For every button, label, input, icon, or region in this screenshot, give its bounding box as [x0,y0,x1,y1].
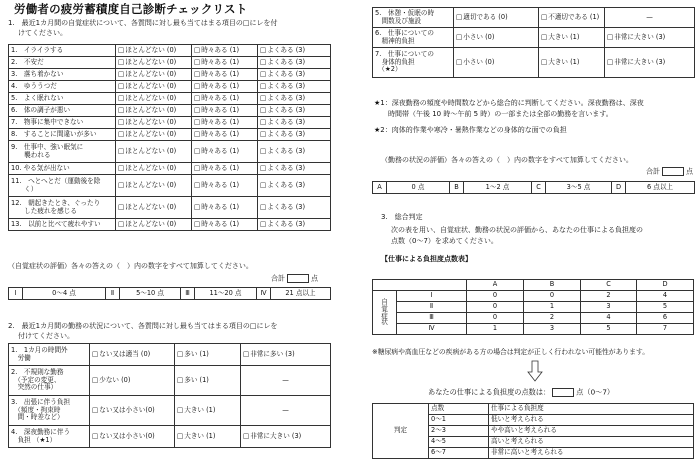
judge-score: 0〜1 [429,415,489,426]
s2-total-label: 合計 [646,167,660,176]
work-row [373,28,695,48]
symptom-option[interactable]: □ 時々ある (1) [192,219,258,231]
work-grade: D [612,182,626,194]
symptom-option-checkbox[interactable] [260,106,267,114]
symptom-option[interactable]: □ ほとんどない (0) [116,141,192,163]
work-option[interactable]: □ 多い (1) [175,344,241,366]
symptom-label: 8. することに間違いが多い [9,129,116,141]
symptom-grade: Ⅳ [257,288,271,300]
symptom-option[interactable]: □ 時々ある (1) [192,197,258,219]
work-range: 0 点 [387,182,450,194]
work-option[interactable]: □ ない又は小さい(0) [90,396,175,426]
symptom-row [9,81,331,93]
symptom-option[interactable]: □ 時々ある (1) [192,141,258,163]
work-table-part2 [372,7,695,78]
work-option-checkbox[interactable] [177,376,184,384]
work-option[interactable]: □ 非常に大きい (3) [241,426,331,448]
symptom-row [9,69,331,81]
work-row [9,344,331,366]
symptom-option-checkbox[interactable] [260,118,267,126]
work-option-checkbox[interactable] [92,406,99,414]
work-row [373,48,695,78]
symptom-option[interactable]: □ よくある (3) [258,197,331,219]
s2-total-input[interactable] [662,167,684,176]
score-col-header: A [467,280,524,291]
work-range: 3〜5 点 [546,182,612,194]
work-label: 2. 不規則な勤務 （予定の変更、 突然の仕事） [9,366,90,396]
symptom-option[interactable]: □ ほとんどない (0) [116,81,192,93]
score-grade: Ⅲ [397,313,467,324]
symptom-option[interactable]: □ ほとんどない (0) [116,197,192,219]
work-label: 7. 仕事についての 身体的負担 （★2） [373,48,454,78]
symptom-option-checkbox[interactable] [260,70,267,78]
score-corner [373,280,467,291]
symptom-range: 0〜4 点 [23,288,106,300]
symptom-row [9,117,331,129]
work-grade: A [373,182,387,194]
symptom-option-checkbox[interactable] [194,220,201,228]
symptom-grade-table [8,287,331,300]
symptom-option[interactable]: □ 時々ある (1) [192,69,258,81]
symptom-table [8,44,331,231]
work-option[interactable]: □ 大きい (1) [539,48,605,78]
judge-label: 判定 [373,404,429,459]
s1-total [271,274,318,283]
score-col-header: C [581,280,637,291]
work-label: 4. 深夜勤務に伴う 負担 （★1） [9,426,90,448]
score-value: 0 [467,291,524,302]
symptom-row [9,197,331,219]
symptom-option[interactable]: □ 時々ある (1) [192,175,258,197]
work-option[interactable]: □ 非常に多い (3) [241,344,331,366]
judge-level: 非常に高いと考えられる [489,448,694,459]
work-label: 6. 仕事についての 精神的負担 [373,28,454,48]
score-value: 5 [581,324,637,335]
score-table-title: 【仕事による負担度点数表】 [381,255,472,263]
score-row [373,291,694,302]
symptom-option-checkbox[interactable] [260,220,267,228]
score-value: 3 [581,302,637,313]
symptom-option[interactable]: □ 時々ある (1) [192,93,258,105]
work-option-checkbox[interactable] [541,13,548,21]
symptom-range: 11〜20 点 [195,288,257,300]
symptom-option-checkbox[interactable] [194,130,201,138]
work-option-checkbox[interactable] [177,350,184,358]
score-value: 0 [467,302,524,313]
work-table-part1 [8,343,331,448]
work-option[interactable]: □ 少ない (0) [90,366,175,396]
score-prompt: あなたの仕事による負担度の点数は： [428,387,551,397]
score-row-header: 自 覚 症 状 [373,291,397,335]
score-value: 1 [524,302,581,313]
score-result [428,388,614,397]
symptom-option[interactable]: □ 時々ある (1) [192,81,258,93]
symptom-option[interactable]: □ よくある (3) [258,105,331,117]
symptom-option-checkbox[interactable] [118,118,125,126]
work-option-checkbox[interactable] [456,33,463,41]
work-option: — [605,8,695,28]
symptom-option[interactable]: □ 時々ある (1) [192,45,258,57]
s1-total-unit: 点 [311,274,318,283]
judge-header-row [373,404,694,415]
symptom-option-checkbox[interactable] [194,58,201,66]
symptom-option[interactable]: □ よくある (3) [258,219,331,231]
symptom-option-checkbox[interactable] [260,130,267,138]
score-col-header: B [524,280,581,291]
symptom-option[interactable]: □ ほとんどない (0) [116,57,192,69]
symptom-option-checkbox[interactable] [194,46,201,54]
work-option[interactable]: □ 非常に大きい (3) [605,28,695,48]
symptom-option-checkbox[interactable] [118,94,125,102]
symptom-option-checkbox[interactable] [118,58,125,66]
judge-score: 6〜7 [429,448,489,459]
symptom-option[interactable]: □ ほとんどない (0) [116,117,192,129]
work-option-checkbox[interactable] [177,406,184,414]
symptom-option-checkbox[interactable] [194,203,201,211]
score-unit: 点（0〜7） [576,387,615,397]
score-value: 6 [637,313,694,324]
work-option[interactable]: □ 不適切である (1) [539,8,605,28]
judgement-table [372,403,694,459]
score-value: 2 [581,291,637,302]
judge-level: 高いと考えられる [489,437,694,448]
symptom-label: 7. 物事に集中できない [9,117,116,129]
note-1-cont: 時間帯（午後 10 時〜午前 5 時）の一部または全部の勤務を言います。 [374,110,613,118]
score-row [373,313,694,324]
symptom-label: 11. へとへとだ（運動後を除 く） [9,175,116,197]
score-input[interactable] [552,388,574,397]
s3-text: 次の表を用い、自覚症状、勤務の状況の評価から、あなたの仕事による負担度の [391,226,643,234]
symptom-option-checkbox[interactable] [194,94,201,102]
symptom-row [9,93,331,105]
work-option[interactable]: □ 大きい (1) [175,396,241,426]
symptom-option-checkbox[interactable] [118,82,125,90]
note-1: ★1：深夜勤務の頻度や時間数などから総合的に判断してください。深夜勤務は、深夜 [374,99,644,107]
judge-score: 4〜5 [429,437,489,448]
work-grade: B [450,182,464,194]
work-option[interactable]: □ ない又は小さい(0) [90,426,175,448]
s3-text-cont: 点数（0〜7）を求めてください。 [391,237,498,245]
work-option[interactable]: □ 適切である (0) [454,8,539,28]
judge-level: やや高いと考えられる [489,426,694,437]
work-option[interactable]: □ 大きい (1) [539,28,605,48]
symptom-option[interactable]: □ 時々ある (1) [192,105,258,117]
score-grade: Ⅱ [397,302,467,313]
judge-score: 2〜3 [429,426,489,437]
symptom-option[interactable]: □ ほとんどない (0) [116,129,192,141]
symptom-option-checkbox[interactable] [260,82,267,90]
symptom-option[interactable]: □ よくある (3) [258,141,331,163]
work-option-checkbox[interactable] [92,350,99,358]
symptom-option-checkbox[interactable] [260,46,267,54]
work-label: 1. 1カ月の時間外 労働 [9,344,90,366]
work-option-checkbox[interactable] [243,432,250,440]
work-option[interactable]: □ 大きい (1) [175,426,241,448]
work-range: 1〜2 点 [464,182,532,194]
symptom-label: 2. 不安だ [9,57,116,69]
symptom-option[interactable]: □ よくある (3) [258,163,331,175]
symptom-row [9,57,331,69]
score-value: 0 [467,313,524,324]
symptom-grade: Ⅲ [181,288,195,300]
symptom-option[interactable]: □ ほとんどない (0) [116,93,192,105]
work-range: 6 点以上 [626,182,695,194]
score-grade: Ⅳ [397,324,467,335]
symptom-option[interactable]: □ よくある (3) [258,117,331,129]
s2-instruction-cont: 付けてください。 [18,332,74,340]
work-option-checkbox[interactable] [541,58,548,66]
work-option: — [241,366,331,396]
symptom-grade: Ⅱ [106,288,120,300]
symptom-label: 10. やる気が出ない [9,163,116,175]
symptom-option-checkbox[interactable] [118,130,125,138]
symptom-label: 5. よく眠れない [9,93,116,105]
score-row [373,302,694,313]
work-option[interactable]: □ 小さい (0) [454,48,539,78]
work-option[interactable]: □ 多い (1) [175,366,241,396]
symptom-option-checkbox[interactable] [260,94,267,102]
symptom-range: 21 点以上 [271,288,331,300]
work-row [9,396,331,426]
symptom-option[interactable]: □ ほとんどない (0) [116,175,192,197]
score-table [372,279,694,335]
symptom-option[interactable]: □ ほとんどない (0) [116,105,192,117]
symptom-option-checkbox[interactable] [260,164,267,172]
symptom-option[interactable]: □ ほとんどない (0) [116,163,192,175]
score-header-row [373,280,694,291]
symptom-option-checkbox[interactable] [118,181,125,189]
work-option: — [241,396,331,426]
symptom-option[interactable]: □ よくある (3) [258,69,331,81]
symptom-option-checkbox[interactable] [118,46,125,54]
symptom-option-checkbox[interactable] [118,70,125,78]
symptom-option-checkbox[interactable] [260,58,267,66]
work-grade: C [532,182,546,194]
symptom-option[interactable]: □ よくある (3) [258,81,331,93]
symptom-option-checkbox[interactable] [194,164,201,172]
s1-instruction: 1. 最近1カ月間の自覚症状について、各質問に対し最も当てはまる項目の□にレを付 [8,19,278,27]
symptom-row [9,105,331,117]
symptom-option-checkbox[interactable] [118,220,125,228]
work-row [373,8,695,28]
symptom-label: 9. 仕事中、強い眠気に 襲われる [9,141,116,163]
s3-heading: 3. 総合判定 [381,213,423,221]
work-option-checkbox[interactable] [607,58,614,66]
work-option-checkbox[interactable] [177,432,184,440]
symptom-label: 13. 以前と比べて疲れやすい [9,219,116,231]
work-option[interactable]: □ 小さい (0) [454,28,539,48]
work-label: 3. 出張に伴う負担 （頻度・拘束時 間・時差など） [9,396,90,426]
work-label: 5. 休憩・仮眠の時 間数及び施設 [373,8,454,28]
symptom-option[interactable]: □ ほとんどない (0) [116,219,192,231]
symptom-row [9,129,331,141]
symptom-option-checkbox[interactable] [260,147,267,155]
work-option-checkbox[interactable] [607,33,614,41]
s1-eval-text: （自覚症状の評価）各々の答えの（ ）内の数字をすべて加算してください。 [8,262,253,270]
symptom-option-checkbox[interactable] [118,164,125,172]
score-value: 3 [524,324,581,335]
symptom-label: 6. 体の調子が悪い [9,105,116,117]
judge-head: 点数 [429,404,489,415]
symptom-option[interactable]: □ 時々ある (1) [192,57,258,69]
work-option[interactable]: □ ない又は適当 (0) [90,344,175,366]
symptom-option-checkbox[interactable] [194,181,201,189]
score-value: 4 [581,313,637,324]
diabetes-footnote: ※糖尿病や高血圧などの疾病がある方の場合は判定が正しく行われない可能性があります。 [372,348,650,356]
symptom-range: 5〜10 点 [120,288,181,300]
down-arrow-icon [527,360,543,382]
symptom-option-checkbox[interactable] [194,70,201,78]
note-2: ★2：肉体的作業や寒冷・暑熱作業などの身体的な面での負担 [374,126,567,134]
score-row [373,324,694,335]
symptom-option-checkbox[interactable] [118,106,125,114]
judge-level: 低いと考えられる [489,415,694,426]
symptom-option[interactable]: □ よくある (3) [258,175,331,197]
symptom-option[interactable]: □ ほとんどない (0) [116,45,192,57]
symptom-option-checkbox[interactable] [118,147,125,155]
score-value: 1 [467,324,524,335]
s2-instruction: 2. 最近1カ月間の勤務の状況について、各質問に対し最も当てはまる項目の□にレを [8,322,278,330]
work-option-checkbox[interactable] [456,13,463,21]
work-option-checkbox[interactable] [92,432,99,440]
score-value: 5 [637,302,694,313]
work-option-checkbox[interactable] [541,33,548,41]
work-option-checkbox[interactable] [456,58,463,66]
symptom-label: 1. イライラする [9,45,116,57]
work-row [9,366,331,396]
symptom-option[interactable]: □ 時々ある (1) [192,129,258,141]
page-title: 労働者の疲労蓄積度自己診断チェックリスト [14,2,248,16]
symptom-label: 3. 落ち着かない [9,69,116,81]
work-option[interactable]: □ 非常に大きい (3) [605,48,695,78]
s1-instruction-cont: けてください。 [18,29,67,37]
work-option-checkbox[interactable] [92,376,99,384]
symptom-option-checkbox[interactable] [260,203,267,211]
symptom-option[interactable]: □ 時々ある (1) [192,117,258,129]
symptom-row [9,163,331,175]
s2-eval-text: （勤務の状況の評価）各々の答えの（ ）内の数字をすべて加算してください。 [381,156,633,164]
symptom-option[interactable]: □ ほとんどない (0) [116,69,192,81]
symptom-option-checkbox[interactable] [194,147,201,155]
symptom-label: 4. ゆううつだ [9,81,116,93]
s2-total-unit: 点 [686,167,693,176]
score-value: 7 [637,324,694,335]
symptom-option-checkbox[interactable] [194,118,201,126]
symptom-row [9,219,331,231]
work-option-checkbox[interactable] [243,350,250,358]
s1-total-label: 合計 [271,274,285,283]
symptom-label: 12. 朝起きたとき、ぐったり した疲れを感じる [9,197,116,219]
symptom-row [9,175,331,197]
symptom-option-checkbox[interactable] [194,82,201,90]
s1-total-input[interactable] [287,274,309,283]
score-value: 4 [637,291,694,302]
score-value: 0 [524,291,581,302]
score-value: 2 [524,313,581,324]
symptom-grade: Ⅰ [9,288,23,300]
symptom-row [9,45,331,57]
symptom-option[interactable]: □ よくある (3) [258,57,331,69]
score-col-header: D [637,280,694,291]
symptom-option[interactable]: □ よくある (3) [258,93,331,105]
symptom-option[interactable]: □ よくある (3) [258,129,331,141]
symptom-option-checkbox[interactable] [194,106,201,114]
symptom-option-checkbox[interactable] [118,203,125,211]
work-row [9,426,331,448]
s2-total [646,167,693,176]
symptom-option[interactable]: □ 時々ある (1) [192,163,258,175]
score-grade: Ⅰ [397,291,467,302]
symptom-row [9,141,331,163]
symptom-option[interactable]: □ よくある (3) [258,45,331,57]
symptom-option-checkbox[interactable] [260,181,267,189]
work-grade-table [372,181,695,194]
judge-head: 仕事による負担度 [489,404,694,415]
